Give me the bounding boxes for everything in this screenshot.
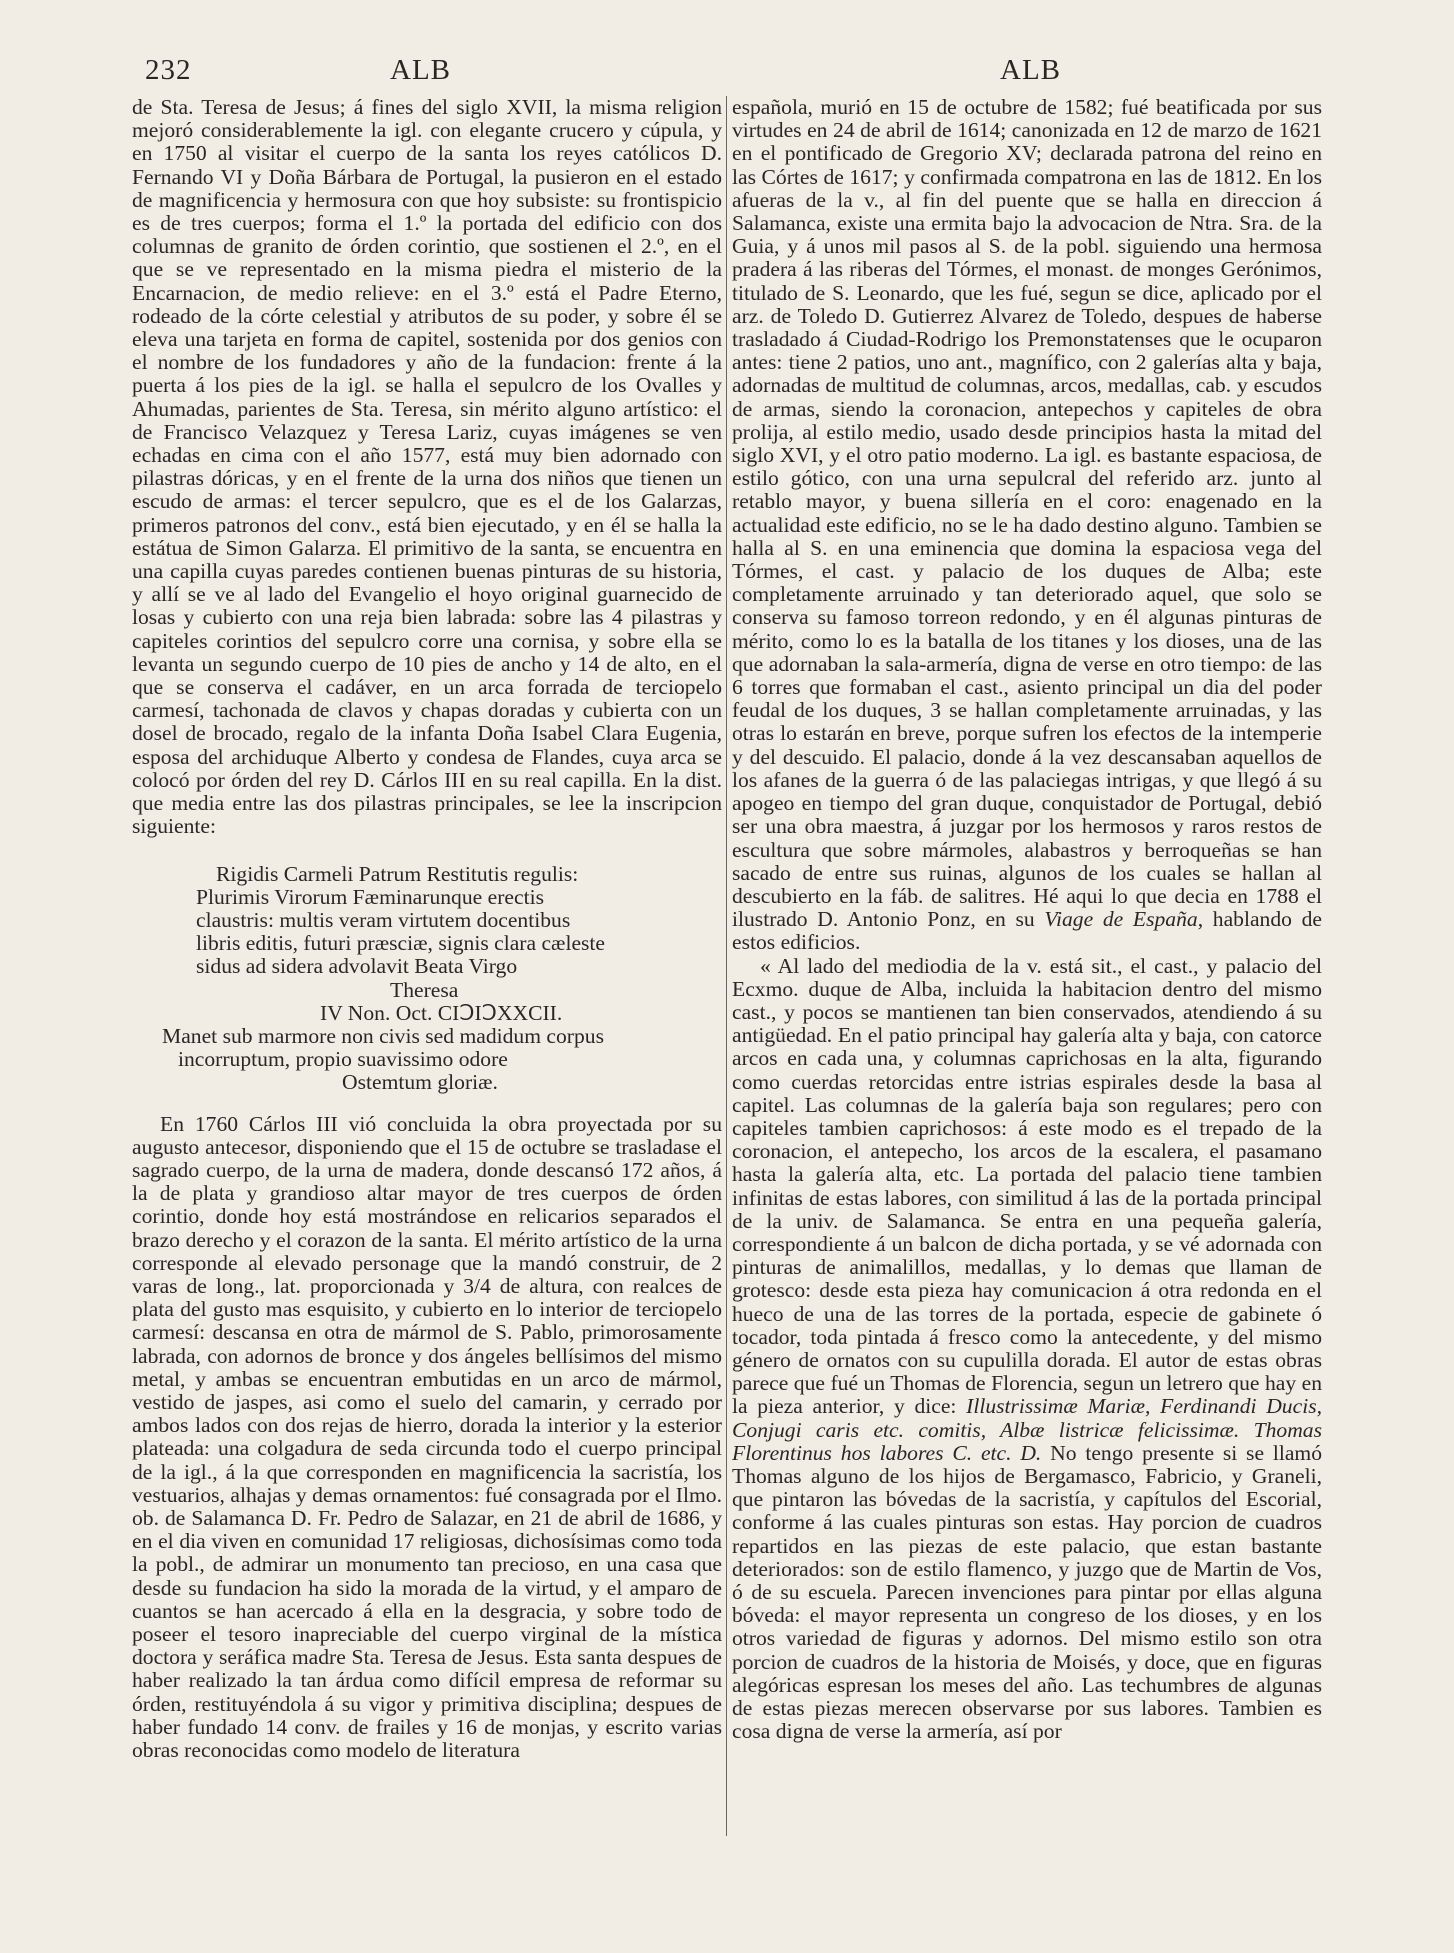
left-paragraph-2: En 1760 Cárlos III vió concluida la obra proyectada por su augusto antecesor, disponiendo que el 15 de octubre se trasladase el sagrado cuerpo, de la urna de madera, donde descansó 172 años, á la de plata y grandioso altar mayor de tres cuerpos de órden corintio, donde hoy está mostrándose en relicarios separados el brazo derecho y el corazon de la santa. El mérito artístico de la urna corresponde al elevado personage que la mandó construir, de 2 varas de long., lat. proporcionada y 3/4 de altura, con realces de plata del gusto mas esquisito, y cubierto en lo interior de terciopelo carmesí: descansa en otra de mármol de S. Pablo, primorosamente labrada, con adornos de bronce y dos ángeles bellísimos del mismo metal, y ambas se encuentran embutidas en un arco de mármol, vestido de jaspes, asi como el suelo del camarin, y cerrado por ambos lados con dos rejas de hierro, dorada la interior y la esterior plateada: una colgadura de seda circunda todo el cuerpo principal de la igl., á la que corresponden en magnificencia la sacristía, los vestuarios, alhajas y demas ornamentos: fué consagrada por el Ilmo. ob. de Salamanca D. Fr. Pedro de Salazar, en 21 de abril de 1686, y en el dia viven en comunidad 17 religiosas, dichosísimas como toda la pobl., de admirar un monumento tan precioso, en una casa que desde su fundacion ha sido la morada de la virtud, y el amparo de cuantos se han acercado á ella en la desgracia, y sobre todo de poseer el tesoro inapreciable del cuerpo virginal de la mística doctora y seráfica madre Sta. Teresa de Jesus. Esta santa despues de haber realizado la tan árdua como difícil empresa de reformar su órden, restituyéndola á su vigor y primitiva disciplina; despues de haber fundado 14 conv. de frailes y 16 de monjas, y escrito varias obras reconocidas como modelo de literatura	[132, 1111, 722, 1763]
inscription-line: Ostemtum gloriæ.	[342, 1070, 498, 1095]
inscription-line: Rigidis Carmeli Patrum Restitutis regulis:	[216, 861, 579, 886]
inscription-line: incorruptum, propio suavissimo odore	[178, 1047, 508, 1072]
right-paragraph-2-text: « Al lado del mediodia de la v. está sit., el cast., y palacio del Ecxmo. duque de Alba, incluida la habitacion dentro del mismo cast., y pocos se mantienen tan bien conservados, atendiendo á su antigüedad. En el patio principal hay galería alta y baja, con catorce arcos en cada una, y columnas caprichosas en la alta, figurando como cuerdas retorcidas entre istrias espirales desde la basa al capitel. Las columnas de la galería baja son regulares; pero con capiteles tambien caprichosos: á este modo es el trepado de la coronacion, el antepecho, los arcos de la escalera, el pasamano hasta la galería alta, etc. La portada del palacio tiene tambien infinitas de estas labores, con similitud á las de la portada principal de la univ. de Salamanca. Se entra en una pequeña galería, correspondiente á un balcon de dicha portada, y se vé adornada con pinturas de animalillos, medallas, y lo demas que llaman de grotesco: desde esta pieza hay comunicacion á otra redonda en el hueco de una de las torres de la portada, especie de gabinete ó tocador, toda pintada á fresco como la antecedente, y del mismo género de ornatos con su cupulilla dorada. El autor de estas obras parece que fué un Thomas de Florencia, segun un letrero que hay en la pieza anterior, y dice:	[732, 953, 1322, 1419]
page-number: 232	[145, 54, 192, 86]
inscription-line: claustris: multis veram virtutem docentibus	[196, 907, 571, 932]
tomb-inscription	[132, 863, 722, 1095]
column-divider	[726, 96, 727, 1836]
inscription-line: sidus ad sidera advolavit Beata Virgo	[196, 954, 518, 979]
right-running-head: ALB	[1000, 54, 1061, 86]
right-column	[732, 96, 1322, 1743]
inscription-line: Theresa	[390, 977, 459, 1002]
inscription-line: Plurimis Virorum Fæminarunque erectis	[196, 884, 544, 909]
right-paragraph-2-end: No tengo presente si se llamó Thomas alguno de los hijos de Bergamasco, Fabricio, y Graneli, que pintaron las bóvedas de la sacristía, y capítulos del Escorial, conforme á las cuales pinturas son estas. Hay porcion de cuadros repartidos en las piezas de este palacio, que estan bastante deteriorados: son de estilo flamenco, y juzgo que de Martin de Vos, ó de su escuela. Parecen invenciones para pintar por ellas alguna bóveda: el mayor representa un congreso de los dioses, y en los otros variedad de figuras y adornos. Del mismo estilo son otra porcion de cuadros de la historia de Moisés, y doce, que en figuras alegóricas espresan los meses del año. Las techumbres de algunas de estas piezas merecen observarse por sus labores. Tambien es cosa digna de verse la armería, así por	[732, 1440, 1323, 1744]
inscription-line: Manet sub marmore non civis sed madidum corpus	[162, 1023, 604, 1048]
right-paragraph-2	[732, 955, 1322, 1744]
latin-inscription: Illustrissimæ Mariæ, Ferdinandi Ducis, Conjugi caris etc. comitis, Albæ listricæ felicissimæ. Thomas Florentinus hos labores C. etc. D.	[732, 1394, 1322, 1465]
left-running-head: ALB	[390, 54, 451, 86]
right-paragraph-1-end: , hablando de estos edificios.	[732, 907, 1322, 955]
right-paragraph-1-text: española, murió en 15 de octubre de 1582; fué beatificada por sus virtudes en 24 de abril de 1614; canonizada en 12 de marzo de 1621 en el pontificado de Gregorio XV; declarada patrona del reino en las Córtes de 1617; y confirmada compatrona en las de 1812. En los afueras de la v., al fin del puente que se halla en direccion á Salamanca, existe una ermita bajo la advocacion de Ntra. Sra. de la Guia, y á unos mil pasos al S. de la pobl. siguiendo una hermosa pradera á las riberas del Tórmes, el monast. de monges Gerónimos, titulado de S. Leonardo, que les fué, segun se dice, aplicado por el arz. de Toledo D. Gutierrez Alvarez de Toledo, despues de haberse trasladado á Ciudad-Rodrigo los Premonstatenses que le ocuparon antes: tiene 2 patios, uno ant., magnífico, con 2 galerías alta y baja, adornadas de multitud de columnas, arcos, medallas, cab. y escudos de armas, siendo la coronacion, antepechos y capiteles de obra prolija, al estilo medio, usado desde principios hasta la mitad del siglo XVI, y el otro patio moderno. La igl. es bastante espaciosa, de estilo gótico, con una urna sepulcral del referido arz. junto al retablo mayor, y buena sillería en el coro: enagenado en la actualidad este edificio, no se le ha dado destino alguno. Tambien se halla al S. en una eminencia que domina la espaciosa vega del Tórmes, el cast. y palacio de los duques de Alba; este completamente arruinado y tan deteriorado aquel, que solo se conserva su famoso torreon redondo, y en él algunas pinturas de mérito, como lo es la batalla de los titanes y los dioses, una de las que adornaban la sala-armería, digna de verse en otro tiempo: de las 6 torres que formaban el cast., asiento principal un dia del poder feudal de los duques, 3 se hallan completamente arruinadas, y las otras lo estarán en breve, porque sufren los efectos de la intemperie y del descuido. El palacio, donde á la vez descansaban aquellos de los afanes de la guerra ó de las palaciegas intrigas, y que llegó á su apogeo en tiempo del gran duque, conquistador de Portugal, debió ser una obra maestra, á juzgar por los hermosos y raros restos de escultura que sobre mármoles, alabastros y berroqueñas se han sacado de entre sus ruinas, algunos de los cuales se hallan al descubierto en la fáb. de salitres. Hé aqui lo que decia en 1788 el ilustrado D. Antonio Ponz, en su	[732, 95, 1322, 932]
left-paragraph-1: de Sta. Teresa de Jesus; á fines del siglo XVII, la misma religion mejoró considerablemente la igl. con elegante crucero y cúpula, y en 1750 al visitar el cuerpo de la santa los reyes católicos D. Fernando VI y Doña Bárbara de Portugal, la pusieron en el estado de magnificencia y hermosura con que hoy subsiste: su frontispicio es de tres cuerpos; forma el 1.º la portada del edificio con dos columnas de granito de órden corintio, que sostienen el 2.º, en el que se ve representado en la misma piedra el misterio de la Encarnacion, de medio relieve: en el 3.º está el Padre Eterno, rodeado de la córte celestial y atributos de su poder, y sobre él se eleva una tarjeta en forma de capitel, sostenida por dos genios con el nombre de los fundadores y año de la fundacion: frente á la puerta á los pies de la igl. se halla el sepulcro de los Ovalles y Ahumadas, parientes de Sta. Teresa, sin mérito alguno artístico: el de Francisco Velazquez y Teresa Lariz, cuyas imágenes se ven echadas en cima con el año 1577, está muy bien adornado con pilastras dóricas, y en el frente de la urna dos niños que tienen un escudo de armas: el tercer sepulcro, que es el de los Galarzas, primeros patronos del conv., está bien ejecutado, y en él se halla la estátua de Simon Galarza. El primitivo de la santa, se encuentra en una capilla cuyas paredes contienen buenas pinturas de su historia, y allí se ve al lado del Evangelio el hoyo original guarnecido de losas y cubierto con una reja bien labrada: sobre las 4 pilastras y capiteles corintios del sepulcro corre una cornisa, y sobre ella se levanta un segundo cuerpo de 10 pies de ancho y 14 de alto, en el que se conserva el cadáver, en un arca forrada de terciopelo carmesí, tachonada de clavos y chapas doradas y cubierta con un dosel de brocado, regalo de la infanta Doña Isabel Clara Eugenia, esposa del archiduque Alberto y condesa de Flandes, cuya arca se colocó por órden del rey D. Cárlos III en su real capilla. En la dist. que media entre las dos pilastras principales, se lee la inscripcion siguiente:	[132, 95, 722, 839]
inscription-line: libris editis, futuri præsciæ, signis clara cæleste	[196, 931, 606, 956]
right-paragraph-1	[732, 96, 1322, 955]
left-column	[132, 96, 722, 1762]
book-title: Viage de España	[1044, 907, 1198, 932]
inscription-line: IV Non. Oct. CIↃIↃXXCII.	[320, 1000, 563, 1025]
